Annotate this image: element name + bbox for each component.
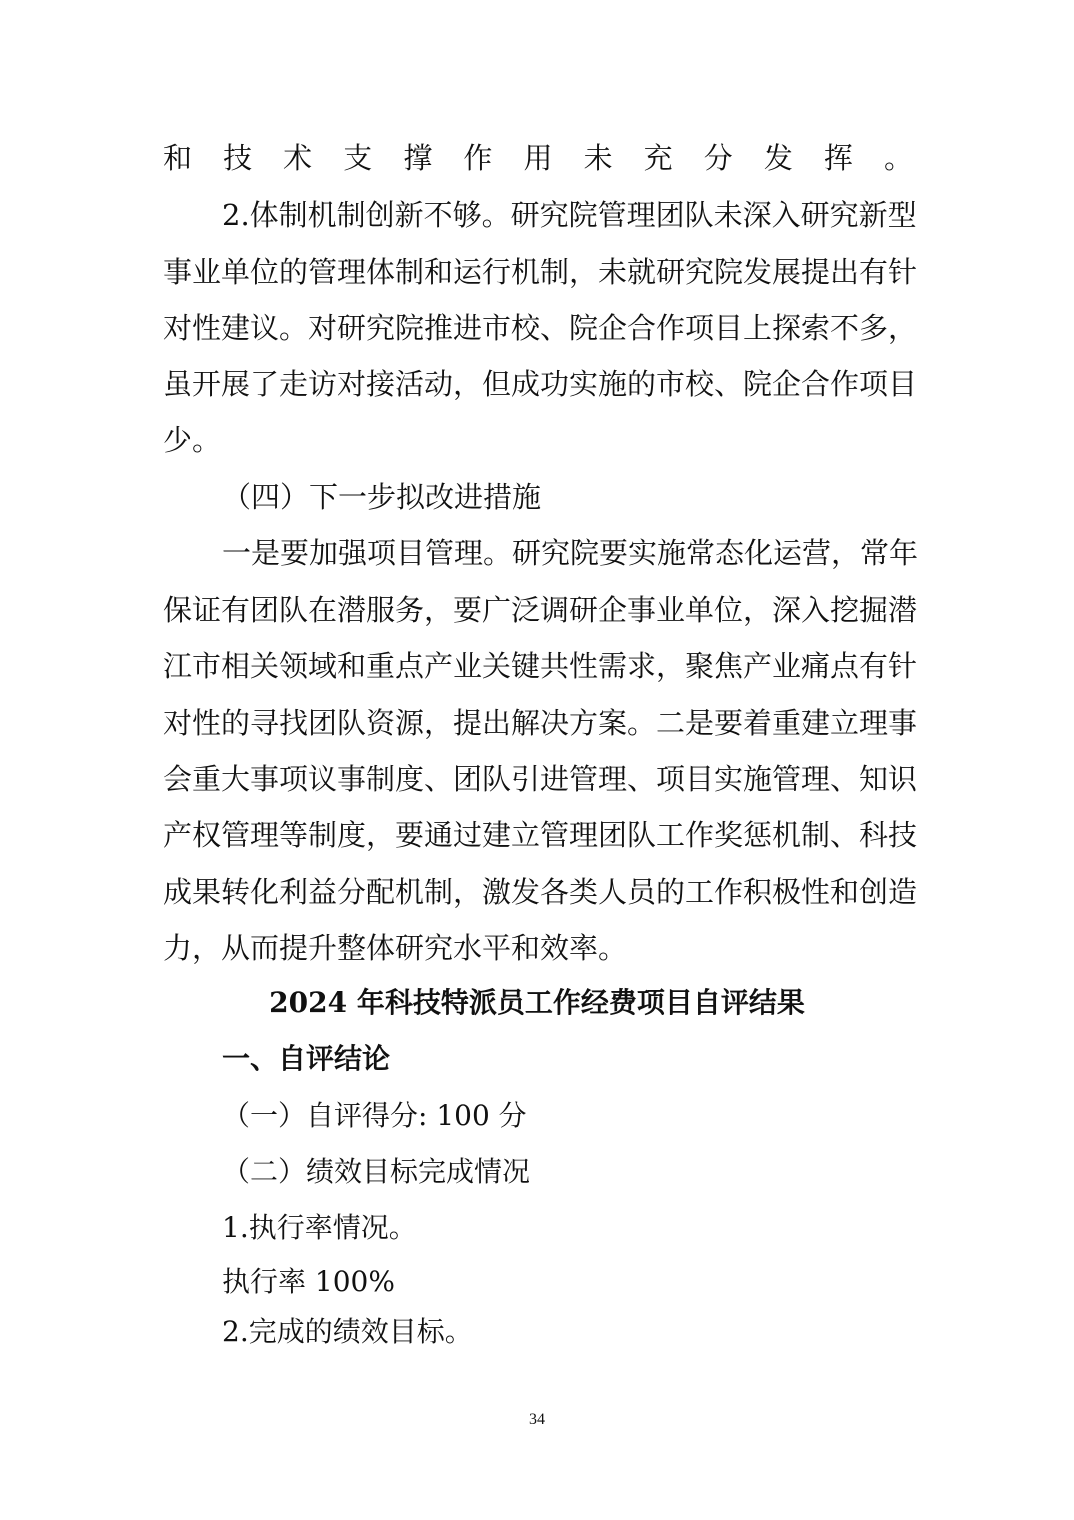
paragraph-line: 少。 — [163, 423, 222, 457]
paragraph-line: 和技术支撑作用未充分发挥。 — [163, 141, 913, 175]
page-number: 34 — [529, 1411, 545, 1428]
paragraph-line: 力，从而提升整体研究水平和效率。 — [163, 931, 628, 965]
paragraph-line: 成果转化利益分配机制，激发各类人员的工作积极性和创造 — [163, 875, 918, 909]
paragraph-line: 一是要加强项目管理。研究院要实施常态化运营，常年 — [222, 536, 919, 570]
paragraph-line: 事业单位的管理体制和运行机制，未就研究院发展提出有针 — [163, 255, 918, 289]
paragraph-line: 产权管理等制度，要通过建立管理团队工作奖惩机制、科技 — [163, 818, 918, 852]
heading-self-evaluation-conclusion: 一、自评结论 — [222, 1042, 391, 1075]
paragraph-line: 对性建议。对研究院推进市校、院企合作项目上探索不多， — [163, 311, 918, 345]
paragraph-line: 江市相关领域和重点产业关键共性需求，聚焦产业痛点有针 — [163, 649, 918, 683]
execution-rate-item: 1.执行率情况。 — [222, 1211, 417, 1244]
subheading-line: （四）下一步拟改进措施 — [222, 480, 542, 514]
paragraph-line: 会重大事项议事制度、团队引进管理、项目实施管理、知识 — [163, 762, 918, 796]
goal-completion-heading: （二）绩效目标完成情况 — [222, 1155, 531, 1188]
execution-rate-value: 执行率 100% — [222, 1265, 395, 1298]
paragraph-line: 对性的寻找团队资源，提出解决方案。二是要着重建立理事 — [163, 706, 918, 740]
paragraph-line: 保证有团队在潜服务，要广泛调研企事业单位，深入挖掘潜 — [163, 593, 918, 627]
paragraph-line: 虽开展了走访对接活动，但成功实施的市校、院企合作项目 — [163, 367, 918, 401]
score-line: （一）自评得分: 100 分 — [222, 1099, 527, 1132]
completed-goals-item: 2.完成的绩效目标。 — [222, 1315, 473, 1348]
paragraph-line: 2.体制机制创新不够。研究院管理团队未深入研究新型 — [222, 198, 917, 232]
section-title: 2024 年科技特派员工作经费项目自评结果 — [269, 986, 805, 1019]
